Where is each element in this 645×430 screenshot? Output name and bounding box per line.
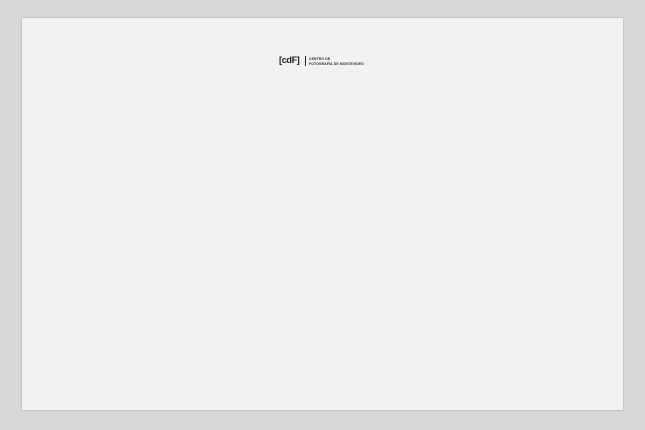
cdf-line3: DE MONTEVIDEO [333, 61, 365, 66]
cdf-line2-a: FOTOGRAFÍA [309, 61, 333, 66]
brand-divider [305, 56, 306, 66]
document-sheet [22, 18, 623, 410]
cdf-brand [279, 55, 391, 75]
cdf-mark: [cdF] [279, 55, 300, 65]
cdf-line1: CENTRO DE [309, 57, 331, 61]
cdf-line2 [309, 62, 364, 66]
